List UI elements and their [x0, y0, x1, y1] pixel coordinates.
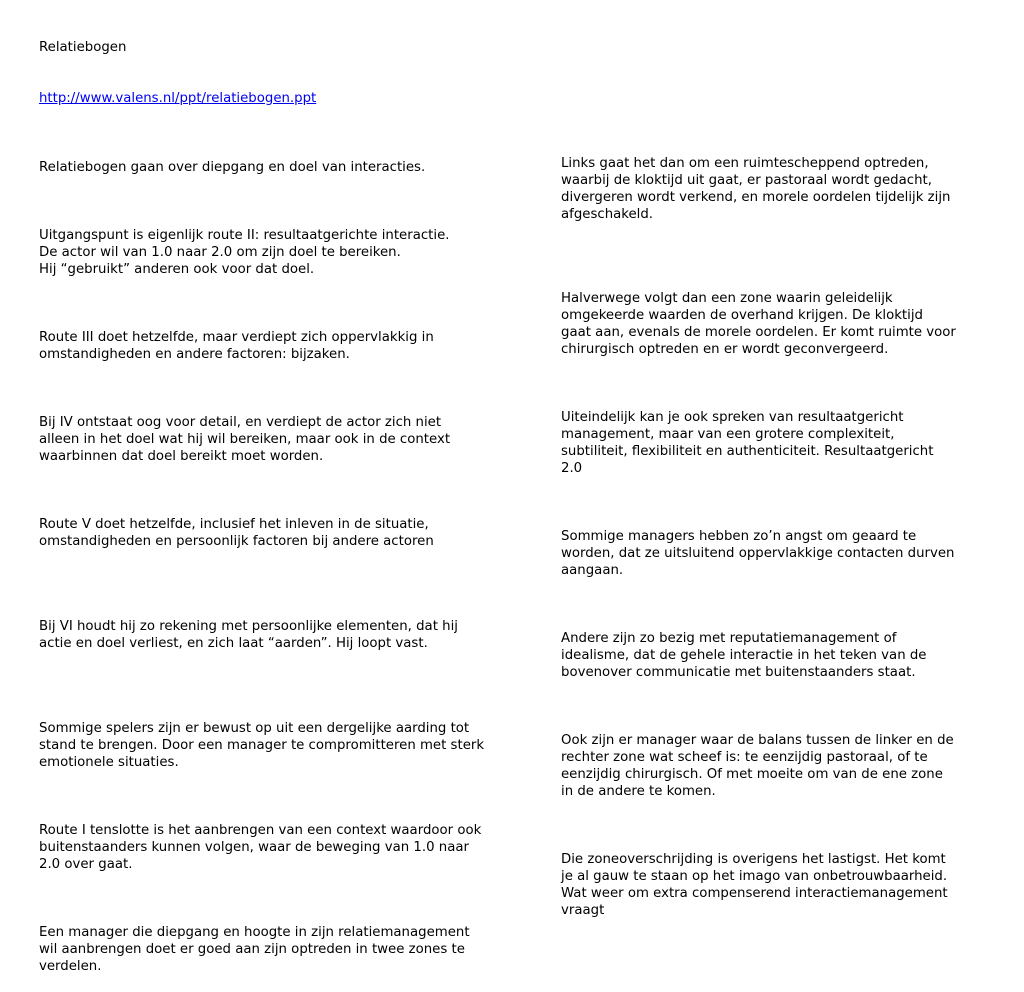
left-paragraph-5: Route V doet hetzelfde, inclusief het inleven in de situatie, omstandigheden en persoonlijk factoren bij andere actoren [39, 517, 434, 549]
right-paragraph-6: Ook zijn er manager waar de balans tussen de linker en de rechter zone wat scheef is: te eenzijdig pastoraal, of te eenzijdig chirurgisch. Of met moeite om van de ene zone in de andere te komen. [561, 733, 954, 799]
left-paragraph-8: Route I tenslotte is het aanbrengen van een context waardoor ook buitenstaanders kunnen volgen, waar de beweging van 1.0 naar 2.0 over gaat. [39, 823, 482, 872]
right-paragraph-3: Uiteindelijk kan je ook spreken van resultaatgericht management, maar van een grotere complexiteit, subtiliteit, flexibiliteit en authenticiteit. Resultaatgericht 2.0 [561, 410, 934, 476]
left-paragraph-7: Sommige spelers zijn er bewust op uit een dergelijke aarding tot stand te brengen. Door een manager te compromitteren met sterk emotionele situaties. [39, 721, 485, 770]
right-paragraph-7: Die zoneoverschrijding is overigens het lastigst. Het komt je al gauw te staan op het imago van onbetrouwbaarheid. Wat weer om extra compenserend interactiemanagement vraagt [561, 852, 948, 918]
document-title: Relatiebogen [39, 40, 127, 55]
left-paragraph-2: Uitgangspunt is eigenlijk route II: resultaatgerichte interactie. De actor wil van 1.0 naar 2.0 om zijn doel te bereiken. Hij “gebruikt” anderen ook voor dat doel. [39, 228, 450, 277]
right-paragraph-1: Links gaat het dan om een ruimtescheppend optreden, waarbij de kloktijd uit gaat, er pastoraal wordt gedacht, divergeren wordt verkend, en morele oordelen tijdelijk zijn afgeschakeld. [561, 156, 951, 222]
source-link[interactable]: http://www.valens.nl/ppt/relatiebogen.ppt [39, 91, 317, 106]
right-column [561, 138, 1001, 936]
right-paragraph-5: Andere zijn zo bezig met reputatiemanagement of idealisme, dat de gehele interactie in het teken van de bovenover communicatie met buitenstaanders staat. [561, 631, 927, 680]
left-paragraph-4: Bij IV ontstaat oog voor detail, en verdiept de actor zich niet alleen in het doel wat hij wil bereiken, maar ook in de context waarbinnen dat doel bereikt moet worden. [39, 415, 451, 464]
left-paragraph-9: Een manager die diepgang en hoogte in zijn relatiemanagement wil aanbrengen doet er goed aan zijn optreden in twee zones te verdelen. [39, 925, 470, 974]
left-paragraph-1: Relatiebogen gaan over diepgang en doel van interacties. [39, 160, 426, 175]
left-column [39, 142, 539, 992]
left-paragraph-3: Route III doet hetzelfde, maar verdiept zich oppervlakkig in omstandigheden en andere factoren: bijzaken. [39, 330, 434, 362]
right-paragraph-4: Sommige managers hebben zo’n angst om geaard te worden, dat ze uitsluitend oppervlakkige contacten durven aangaan. [561, 529, 955, 578]
right-paragraph-2: Halverwege volgt dan een zone waarin geleidelijk omgekeerde waarden de overhand krijgen. De kloktijd gaat aan, evenals de morele oordelen. Er komt ruimte voor chirurgisch optreden en er wordt geconvergeerd. [561, 291, 956, 357]
left-paragraph-6: Bij VI houdt hij zo rekening met persoonlijke elementen, dat hij actie en doel verliest, en zich laat “aarden”. Hij loopt vast. [39, 619, 458, 651]
